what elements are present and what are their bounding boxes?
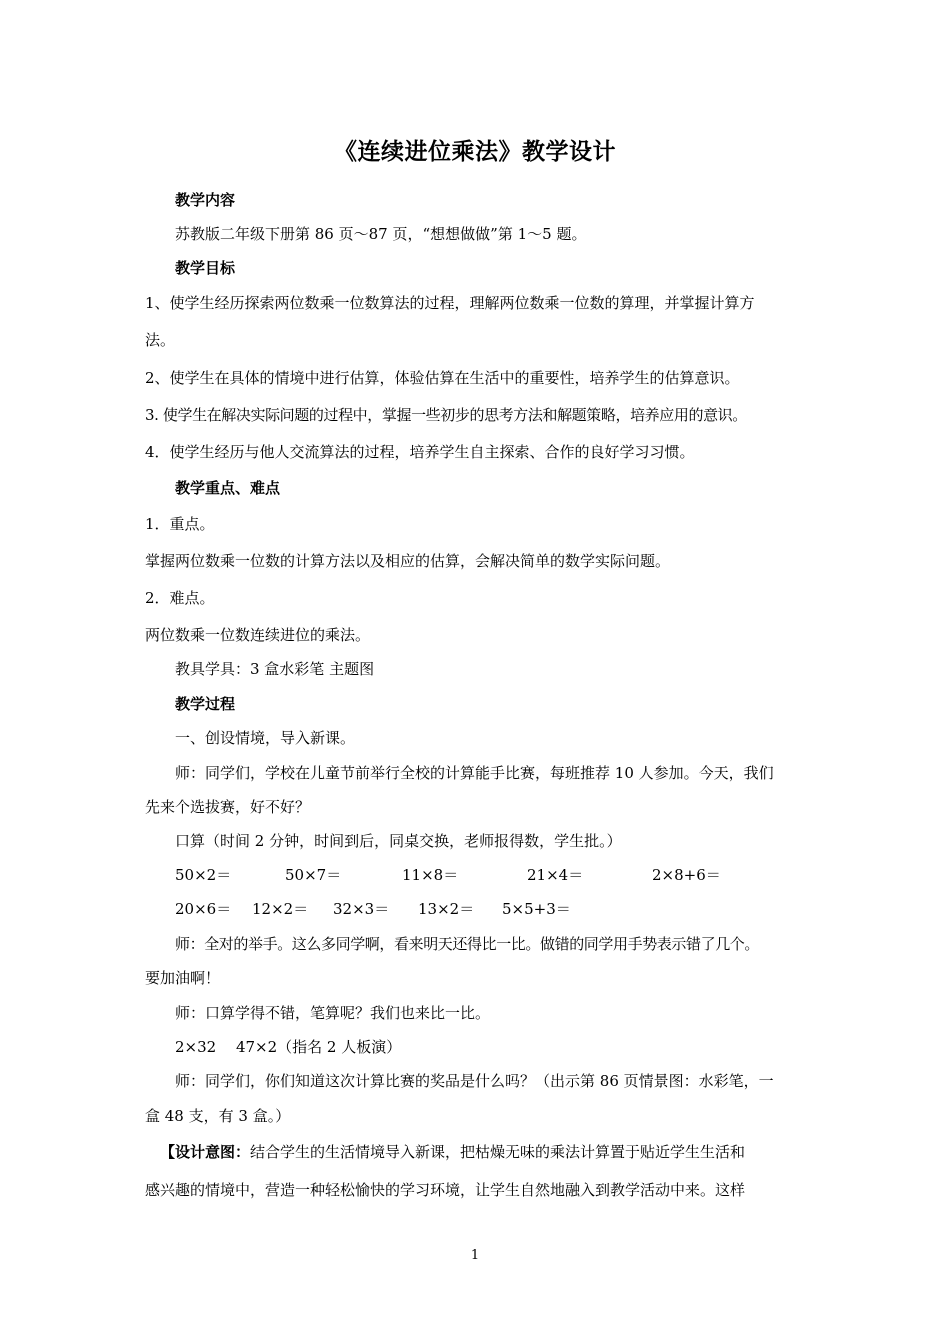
goal-3: 3. 使学生在解决实际问题的过程中，掌握一些初步的思考方法和解题策略，培养应用的意识。	[145, 406, 747, 424]
oral-item: 21×4＝	[527, 866, 584, 884]
document-title: 《连续进位乘法》教学设计	[334, 139, 616, 165]
oral-item: 13×2＝	[418, 900, 475, 918]
process-heading: 教学过程	[175, 695, 236, 713]
paragraph-3: 师：口算学得不错，笔算呢？我们也来比一比。	[175, 1004, 491, 1022]
oral-item: 20×6＝	[175, 900, 232, 918]
paragraph-2-line-2: 要加油啊！	[145, 969, 221, 987]
oral-item: 32×3＝	[333, 900, 390, 918]
goals-heading: 教学目标	[175, 259, 236, 277]
oral-item: 12×2＝	[252, 900, 309, 918]
design-intent-line-2: 感兴趣的情境中，营造一种轻松愉快的学习环境，让学生自然地融入到教学活动中来。这样	[145, 1181, 746, 1199]
paragraph-4-line-2: 盒 48 支，有 3 盒。）	[145, 1107, 291, 1125]
design-intent-line-1	[160, 1142, 745, 1162]
key-label: 1．重点。	[145, 515, 215, 533]
oral-calc: 口算（时间 2 分钟，时间到后，同桌交换，老师报得数，学生批。）	[175, 832, 622, 850]
step-1: 一、创设情境，导入新课。	[175, 729, 356, 747]
design-intent-text: 结合学生的生活情境导入新课，把枯燥无味的乘法计算置于贴近学生生活和	[250, 1143, 746, 1161]
written-calc: 2×32 47×2（指名 2 人板演）	[175, 1038, 402, 1056]
oral-item: 2×8+6＝	[652, 866, 721, 884]
tools-text: 教具学具：3 盒水彩笔 主题图	[175, 660, 375, 678]
paragraph-1-line-1: 师：同学们，学校在儿童节前举行全校的计算能手比赛，每班推荐 10 人参加。今天，我们	[175, 764, 774, 782]
design-intent-label: 【设计意图：	[160, 1143, 251, 1161]
paragraph-1-line-2: 先来个选拔赛，好不好？	[145, 798, 311, 816]
oral-item: 5×5+3＝	[502, 900, 571, 918]
difficult-text: 两位数乘一位数连续进位的乘法。	[145, 626, 371, 644]
oral-item: 50×2＝	[175, 866, 232, 884]
page-number: 1	[470, 1248, 480, 1263]
content-text: 苏教版二年级下册第 86 页～87 页，“想想做做”第 1～5 题。	[175, 225, 587, 243]
goal-1-line-2: 法。	[145, 331, 176, 349]
goal-2: 2、使学生在具体的情境中进行估算，体验估算在生活中的重要性，培养学生的估算意识。	[145, 369, 740, 387]
oral-item: 50×7＝	[285, 866, 342, 884]
oral-item: 11×8＝	[402, 866, 459, 884]
goal-4: 4．使学生经历与他人交流算法的过程，培养学生自主探索、合作的良好学习习惯。	[145, 443, 695, 461]
key-text: 掌握两位数乘一位数的计算方法以及相应的估算，会解决简单的数学实际问题。	[145, 552, 671, 570]
key-heading: 教学重点、难点	[175, 479, 281, 497]
paragraph-2-line-1: 师：全对的举手。这么多同学啊，看来明天还得比一比。做错的同学用手势表示错了几个。	[175, 935, 760, 953]
content-heading: 教学内容	[175, 191, 236, 209]
goal-1-line-1: 1、使学生经历探索两位数乘一位数算法的过程，理解两位数乘一位数的算理，并掌握计算方	[145, 294, 755, 312]
difficult-label: 2．难点。	[145, 589, 215, 607]
paragraph-4-line-1: 师：同学们，你们知道这次计算比赛的奖品是什么吗？（出示第 86 页情景图：水彩笔，一	[175, 1072, 774, 1090]
